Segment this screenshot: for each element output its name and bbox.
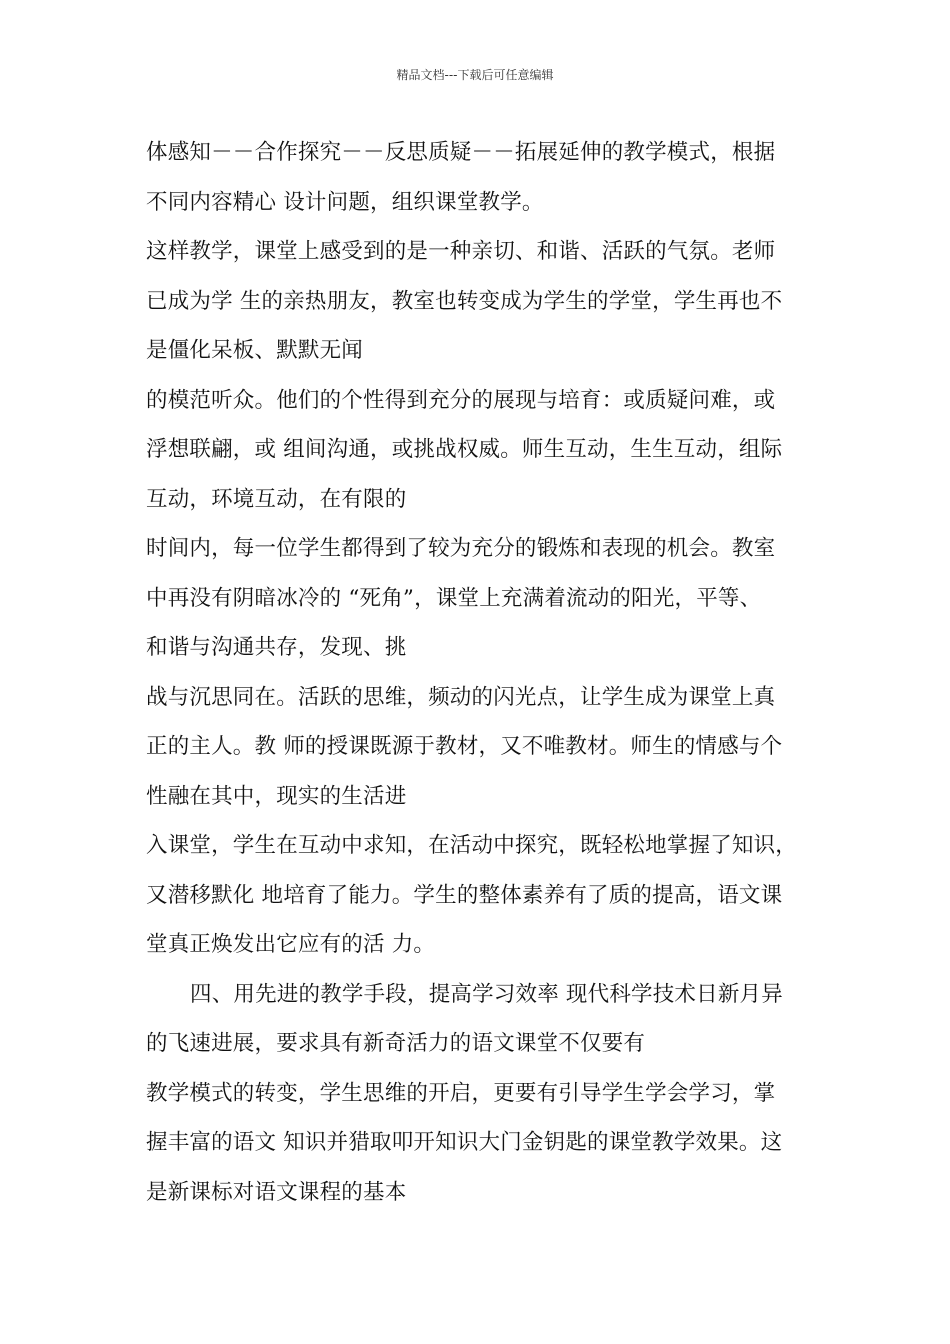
text-line: 互动，环境互动，在有限的 bbox=[146, 486, 407, 512]
text-line: 堂真正焕发出它应有的活 力。 bbox=[146, 932, 436, 957]
text-line: 握丰富的语文 知识并猎取叩开知识大门金钥匙的课堂教学效果。这 bbox=[146, 1130, 783, 1155]
text-line: 又潜移默化 地培育了能力。学生的整体素养有了质的提高，语文课 bbox=[146, 882, 783, 908]
text-line: 已成为学 生的亲热朋友，教室也转变成为学生的学堂，学生再也不 bbox=[146, 288, 783, 314]
text-line: 体感知－－合作探究－－反思质疑－－拓展延伸的教学模式，根据 bbox=[146, 140, 776, 165]
text-line: 是新课标对语文课程的基本 bbox=[146, 1179, 407, 1205]
page-header: 精品文档---下载后可任意编辑 bbox=[396, 68, 554, 82]
text-line: 时间内，每一位学生都得到了较为充分的锻炼和表现的机会。教室 bbox=[146, 536, 776, 561]
text-line: 是僵化呆板、默默无闻 bbox=[146, 338, 364, 363]
text-line: 中再没有阴暗冰冷的 “死角”，课堂上充满着流动的阳光，平等、 bbox=[146, 585, 762, 611]
text-line: 战与沉思同在。活跃的思维，频动的闪光点，让学生成为课堂上真 bbox=[146, 684, 776, 710]
section-heading-line: 四、用先进的教学手段，提高学习效率 现代科学技术日新月异 bbox=[190, 981, 783, 1007]
text-line: 和谐与沟通共存，发现、挑 bbox=[146, 635, 407, 660]
text-line: 的飞速进展，要求具有新奇活力的语文课堂不仅要有 bbox=[146, 1031, 646, 1056]
text-line: 入课堂，学生在互动中求知，在活动中探究，既轻松地掌握了知识， bbox=[146, 833, 798, 858]
text-line: 不同内容精心 设计问题，组织课堂教学。 bbox=[146, 189, 544, 215]
text-line: 的模范听众。他们的个性得到充分的展现与培育：或质疑问难，或 bbox=[146, 387, 776, 413]
text-line: 正的主人。教 师的授课既源于教材，又不唯教材。师生的情感与个 bbox=[146, 734, 783, 759]
text-line: 性融在其中，现实的生活进 bbox=[146, 783, 407, 809]
document-body bbox=[146, 133, 836, 1222]
text-line: 这样教学，课堂上感受到的是一种亲切、和谐、活跃的气氛。老师 bbox=[146, 239, 776, 264]
text-line: 教学模式的转变，学生思维的开启，更要有引导学生学会学习，掌 bbox=[146, 1080, 776, 1106]
text-line: 浮想联翩，或 组间沟通，或挑战权威。师生互动，生生互动，组际 bbox=[146, 437, 783, 462]
